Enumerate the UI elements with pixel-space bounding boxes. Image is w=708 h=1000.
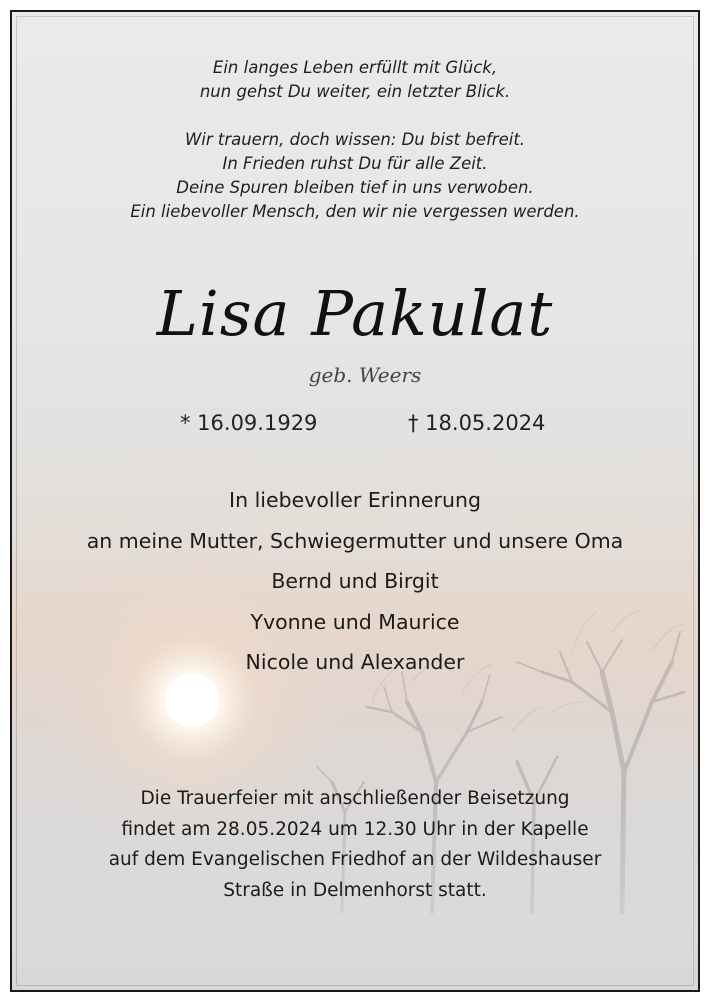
memorial-line: an meine Mutter, Schwiegermutter und unsere Oma [86, 528, 624, 553]
poem-line: Ein langes Leben erfüllt mit Glück, [212, 58, 498, 77]
poem-stanza-1 [12, 56, 698, 104]
service-line: findet am 28.05.2024 um 12.30 Uhr in der Kapelle [121, 818, 589, 840]
funeral-service-info [12, 784, 698, 906]
obituary-text [12, 12, 698, 990]
poem-line: Wir trauern, doch wissen: Du bist befreit. [184, 130, 526, 149]
memorial-lines [12, 480, 698, 683]
death-date: † 18.05.2024 [408, 411, 546, 435]
memorial-line: In liebevoller Erinnerung [229, 488, 481, 512]
poem-line: nun gehst Du weiter, ein letzter Blick. [199, 82, 511, 101]
service-line: Straße in Delmenhorst statt. [223, 879, 487, 901]
mourner-line: Nicole und Alexander [245, 650, 465, 674]
mourner-line: Bernd und Birgit [271, 569, 439, 593]
poem-line: Deine Spuren bleiben tief in uns verwoben. [176, 178, 534, 197]
service-line: Die Trauerfeier mit anschließender Beisetzung [140, 788, 570, 809]
obituary-card [10, 10, 700, 992]
deceased-name: Lisa Pakulat [156, 277, 554, 350]
birth-name: geb. Weers [308, 363, 422, 387]
mourner-line: Yvonne und Maurice [250, 609, 460, 634]
birth-date: * 16.09.1929 [180, 411, 318, 435]
poem-line: Ein liebevoller Mensch, den wir nie vergessen werden. [130, 202, 580, 221]
poem-line: In Frieden ruhst Du für alle Zeit. [222, 154, 488, 173]
poem-stanza-2 [12, 128, 698, 224]
service-line: auf dem Evangelischen Friedhof an der Wildeshauser [108, 849, 602, 870]
